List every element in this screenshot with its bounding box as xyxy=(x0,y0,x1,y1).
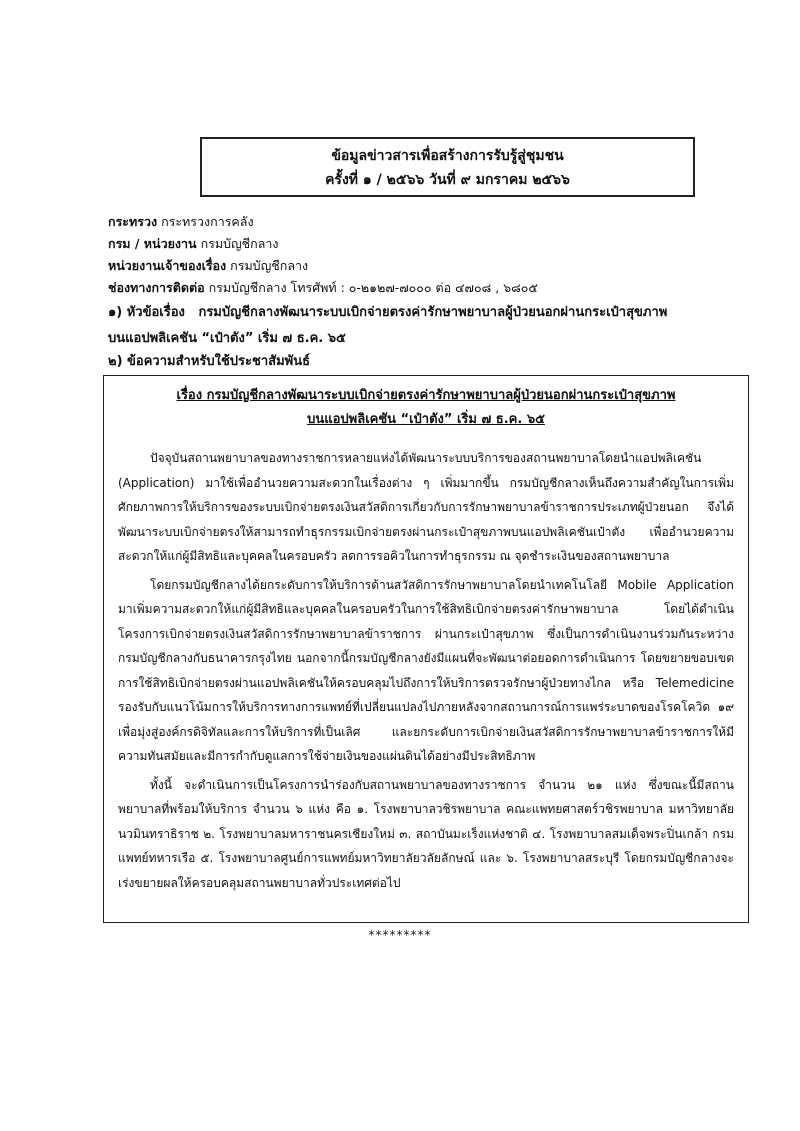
topic-label: ๑) หัวข้อเรื่อง xyxy=(108,305,185,320)
news-content-box xyxy=(103,375,749,923)
news-title xyxy=(104,384,748,432)
ministry-label: กระทรวง xyxy=(108,214,158,229)
contact-row xyxy=(108,277,728,299)
topic-section xyxy=(108,300,748,352)
topic-text-line-1: กรมบัญชีกลางพัฒนาระบบเบิกจ่ายตรงค่ารักษาพยาบาลผู้ป่วยนอกผ่านกระเป๋าสุขภาพ xyxy=(198,305,668,320)
agency-row xyxy=(108,233,728,255)
document-title-box xyxy=(200,137,695,197)
ministry-row xyxy=(108,211,728,233)
agency-label: กรม / หน่วยงาน xyxy=(108,236,197,251)
metadata-block xyxy=(108,211,728,299)
end-of-document-mark: ********* xyxy=(368,928,432,942)
pr-section-label: ๒) ข้อความสำหรับใช้ประชาสัมพันธ์ xyxy=(108,354,311,369)
contact-label: ช่องทางการติดต่อ xyxy=(108,280,205,295)
news-title-line-2: บนแอปพลิเคชัน “เป๋าตัง” เริ่ม ๗ ธ.ค. ๖๕ xyxy=(307,412,545,427)
owner-value: กรมบัญชีกลาง xyxy=(230,258,309,273)
news-paragraph-1: ปัจจุบันสถานพยาบาลของทางราชการหลายแห่งได้พัฒนาระบบบริการของสถานพยาบาลโดยนำแอปพลิเคชัน (Application) มาใช้เพื่ออำนวยความสะดวกในเรื่องต่าง ๆ เพิ่มมากขึ้น กรมบัญชีกลางเห็นถึงความสำคัญในการเพิ่มศักยภาพการให้บริการของระบบเบิกจ่ายตรงเงินสวัสดิการเกี่ยวกับการรักษาพยาบาลข้าราชการประเภทผู้ป่วยนอก จึงได้พัฒนาระบบเบิกจ่ายตรงให้สามารถทำธุรกรรมเบิกจ่ายตรงผ่านกระเป๋าสุขภาพบนแอปพลิเคชันเป๋าตัง เพื่ออำนวยความสะดวกให้แก่ผู้มีสิทธิและบุคคลในครอบครัว ลดการรอคิวในการทำธุรกรรม ณ จุดชำระเงินของสถานพยาบาล xyxy=(118,451,734,563)
news-paragraph-3: ทั้งนี้ จะดำเนินการเป็นโครงการนำร่องกับสถานพยาบาลของทางราชการ จำนวน ๒๑ แห่ง ซึ่งขณะนี้มีสถานพยาบาลที่พร้อมให้บริการ จำนวน ๖ แห่ง คือ ๑. โรงพยาบาลวชิรพยาบาล คณะแพทยศาสตร์วชิรพยาบาล มหาวิทยาลัยนวมินทราธิราช ๒. โรงพยาบาลมหาราชนครเชียงใหม่ ๓. สถาบันมะเร็งแห่งชาติ ๔. โรงพยาบาลสมเด็จพระปิ่นเกล้า กรมแพทย์ทหารเรือ ๕. โรงพยาบาลศูนย์การแพทย์มหาวิทยาลัยวลัยลักษณ์ และ ๖. โรงพยาบาลสระบุรี โดยกรมบัญชีกลางจะเร่งขยายผลให้ครอบคลุมสถานพยาบาลทั่วประเทศต่อไป xyxy=(118,777,734,890)
news-paragraph-2: โดยกรมบัญชีกลางได้ยกระดับการให้บริการด้านสวัสดิการรักษาพยาบาลโดยนำเทคโนโลยี Mobile Application มาเพิ่มความสะดวกให้แก่ผู้มีสิทธิและบุคคลในครอบครัวในการใช้สิทธิเบิกจ่ายตรงค่ารักษาพยาบาล โดยได้ดำเนินโครงการเบิกจ่ายตรงเงินสวัสดิการรักษาพยาบาลข้าราชการ ผ่านกระเป๋าสุขภาพ ซึ่งเป็นการดำเนินงานร่วมกันระหว่างกรมบัญชีกลางกับธนาคารกรุงไทย นอกจากนี้กรมบัญชีกลางยังมีแผนที่จะพัฒนาต่อยอดการดำเนินการ โดยขยายขอบเขตการใช้สิทธิเบิกจ่ายตรงผ่านแอปพลิเคชันให้ครอบคลุมไปถึงการให้บริการตรวจรักษาผู้ป่วยทางไกล หรือ Telemedicine รองรับกับแนวโน้มการให้บริการทางการแพทย์ที่เปลี่ยนแปลงไปภายหลังจากสถานการณ์การแพร่ระบาดของโรคโควิด ๑๙ เพื่อมุ่งสู่องค์กรดิจิทัลและการให้บริการที่เป็นเลิศ และยกระดับการเบิกจ่ายเงินสวัสดิการรักษาพยาบาลข้าราชการให้มีความทันสมัยและมีการกำกับดูแลการใช้จ่ายเงินของแผ่นดินได้อย่างมีประสิทธิภาพ xyxy=(118,577,734,763)
topic-line-1 xyxy=(108,300,748,326)
title-line-1: ข้อมูลข่าวสารเพื่อสร้างการรับรู้สู่ชุมชน xyxy=(331,148,564,164)
news-title-line-1: เรื่อง กรมบัญชีกลางพัฒนาระบบเบิกจ่ายตรงค่ารักษาพยาบาลผู้ป่วยนอกผ่านกระเป๋าสุขภาพ xyxy=(176,388,676,403)
topic-text-line-2: บนแอปพลิเคชัน “เป๋าตัง” เริ่ม ๗ ธ.ค. ๖๕ xyxy=(108,331,346,346)
ministry-value: กระทรวงการคลัง xyxy=(161,214,254,229)
owner-label: หน่วยงานเจ้าของเรื่อง xyxy=(108,258,227,273)
title-line-2: ครั้งที่ ๑ / ๒๕๖๖ วันที่ ๙ มกราคม ๒๕๖๖ xyxy=(325,172,570,188)
contact-value: กรมบัญชีกลาง โทรศัพท์ : ๐-๒๑๒๗-๗๐๐๐ ต่อ ๔๗๐๘ , ๖๘๐๕ xyxy=(208,280,538,295)
agency-value: กรมบัญชีกลาง xyxy=(200,236,279,251)
owner-row xyxy=(108,255,728,277)
